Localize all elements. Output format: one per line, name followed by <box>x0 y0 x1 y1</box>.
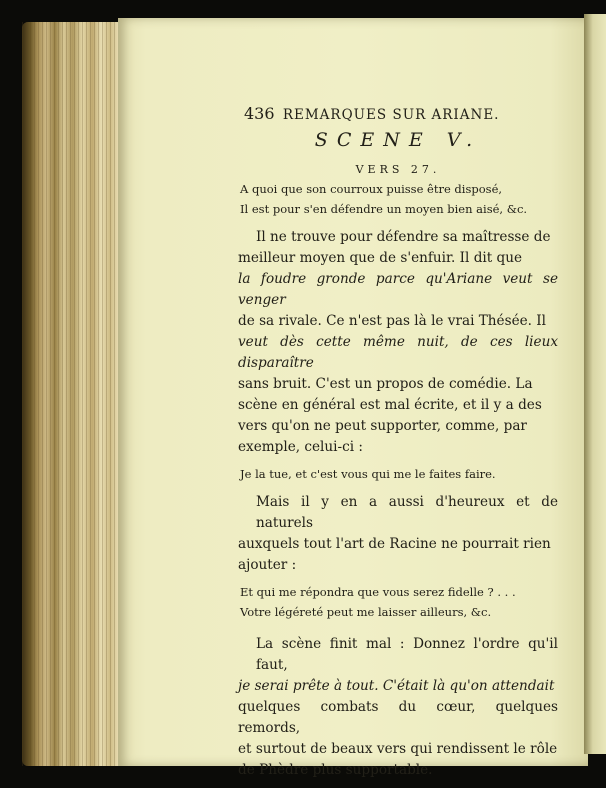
page-number: 436 <box>244 104 275 123</box>
text-line: je serai prête à tout. C'était là qu'on attendait <box>238 678 555 694</box>
quote-verses-1 <box>240 179 558 219</box>
text-line: sans bruit. C'est un propos de comédie. La <box>238 376 533 392</box>
text-line: la foudre gronde parce qu'Ariane veut se venger <box>238 271 558 308</box>
paragraph-2 <box>238 492 558 576</box>
text-line: Il ne trouve pour défendre sa maîtresse de <box>256 229 551 245</box>
text-line: vers qu'on ne peut supporter, comme, par <box>238 418 527 434</box>
text-line: La scène finit mal : Donnez l'ordre qu'il faut, <box>256 636 558 673</box>
text-line: ajouter : <box>238 557 297 573</box>
page-edges <box>22 22 132 766</box>
text-line: veut dès cette même nuit, de ces lieux disparaître <box>238 334 558 371</box>
quote-line: Et qui me répondra que vous serez fidelle ? . . . <box>240 585 516 599</box>
quote-verses-3 <box>240 582 558 622</box>
running-head <box>244 104 558 123</box>
facing-page-edge <box>584 14 606 754</box>
running-title: REMARQUES SUR ARIANE. <box>282 107 500 123</box>
paragraph-1 <box>238 227 558 458</box>
quote-line: Votre légéreté peut me laisser ailleurs, &c. <box>240 605 492 619</box>
text-line: exemple, celui-ci : <box>238 439 363 455</box>
verse-reference: VERS 27. <box>355 163 441 176</box>
paragraph-3 <box>238 634 558 781</box>
scene-title: SCENE V. <box>314 129 482 151</box>
text-line: de Phèdre plus supportable. <box>238 762 433 778</box>
text-line: auxquels tout l'art de Racine ne pourrait rien <box>238 536 551 552</box>
text-line: scène en général est mal écrite, et il y a des <box>238 397 542 413</box>
quote-line: Il est pour s'en défendre un moyen bien aisé, &c. <box>240 202 528 216</box>
text-line: quelques combats du cœur, quelques remords, <box>238 699 558 736</box>
text-line: de sa rivale. Ce n'est pas là le vrai Thésée. Il <box>238 313 547 329</box>
text-line: Mais il y en a aussi d'heureux et de naturels <box>256 494 558 531</box>
text-line: et surtout de beaux vers qui rendissent le rôle <box>238 741 558 757</box>
quote-line: A quoi que son courroux puisse être disposé, <box>240 182 503 196</box>
quote-verse-2 <box>240 464 558 484</box>
page-text <box>238 104 558 787</box>
quote-line: Je la tue, et c'est vous qui me le faites faire. <box>240 467 496 481</box>
text-line: meilleur moyen que de s'enfuir. Il dit que <box>238 250 523 266</box>
